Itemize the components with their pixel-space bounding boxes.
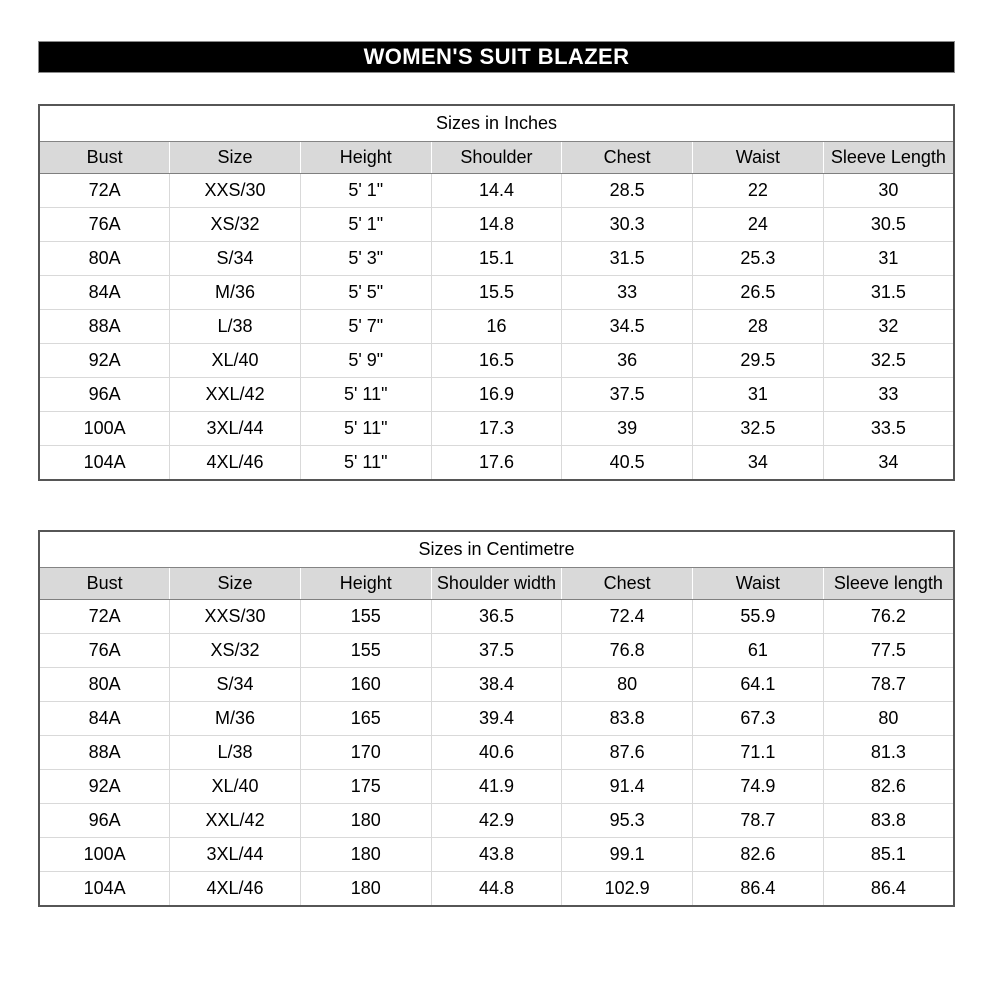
- column-header: Size: [170, 142, 301, 174]
- table-cell: 34: [878, 452, 899, 472]
- table-row: [39, 412, 954, 446]
- table-cell: XL/40: [170, 770, 301, 804]
- table-cell: 31: [693, 378, 824, 412]
- table-cell: 4XL/46: [170, 872, 301, 907]
- table-row: [39, 174, 954, 208]
- table-cell: XXS/30: [170, 174, 301, 208]
- table-cell: 155: [300, 634, 431, 668]
- table-cell: 15.1: [431, 242, 562, 276]
- table-cell: S/34: [170, 242, 301, 276]
- column-header: Waist: [693, 568, 824, 600]
- column-header: Sleeve length: [823, 568, 954, 600]
- table-cell: 55.9: [693, 600, 824, 634]
- column-header: Sleeve Length: [823, 142, 954, 174]
- table-cell: 84A: [39, 276, 170, 310]
- product-title-bar: [38, 41, 955, 73]
- table-cell: 78.7: [823, 668, 954, 702]
- table-cell: XXL/42: [170, 378, 301, 412]
- table-cell: 40.5: [562, 446, 693, 481]
- column-header: Shoulder width: [431, 568, 562, 600]
- table-cell: 5' 7": [300, 310, 431, 344]
- table-cell: 88A: [39, 310, 170, 344]
- table-cell: 26.5: [693, 276, 824, 310]
- table-cell: 84A: [39, 702, 170, 736]
- table-cell: 43.8: [431, 838, 562, 872]
- table-cell: 14.4: [431, 174, 562, 208]
- table-row: [39, 668, 954, 702]
- table-cell: 80: [562, 668, 693, 702]
- table-cell: 32.5: [823, 344, 954, 378]
- table-row: [39, 634, 954, 668]
- table-cell: 85.1: [823, 838, 954, 872]
- table-cell: 22: [693, 174, 824, 208]
- table-cell: 92A: [39, 770, 170, 804]
- column-header: Shoulder: [431, 142, 562, 174]
- table-cell: 92A: [39, 344, 170, 378]
- table-cell: 3XL/44: [170, 838, 301, 872]
- table-caption-row: [39, 531, 954, 568]
- table-cell: 72.4: [562, 600, 693, 634]
- table-cell: 24: [693, 208, 824, 242]
- table-row: [39, 242, 954, 276]
- table-cell: 17.6: [431, 446, 562, 481]
- table-row: [39, 344, 954, 378]
- column-header: Chest: [562, 142, 693, 174]
- table-cell: 64.1: [693, 668, 824, 702]
- table-cell: 104A: [39, 446, 170, 481]
- table-cell: 28: [693, 310, 824, 344]
- table-caption: Sizes in Inches: [39, 105, 954, 142]
- table-cell: 76.8: [562, 634, 693, 668]
- table-row: [39, 600, 954, 634]
- table-row: [39, 872, 954, 907]
- table-cell: 81.3: [823, 736, 954, 770]
- table-cell: 5' 1": [300, 174, 431, 208]
- column-header: Bust: [39, 142, 170, 174]
- table-cell: 40.6: [431, 736, 562, 770]
- table-cell: 82.6: [693, 838, 824, 872]
- table-cell: 32: [823, 310, 954, 344]
- table-cell: 31.5: [823, 276, 954, 310]
- table-cell: 165: [300, 702, 431, 736]
- table-cell: M/36: [170, 276, 301, 310]
- table-cell: 30.5: [823, 208, 954, 242]
- table-cell: 33: [562, 276, 693, 310]
- table-cell: 80A: [39, 242, 170, 276]
- table-cell: 80: [823, 702, 954, 736]
- table-cell: 3XL/44: [170, 412, 301, 446]
- table-cell: L/38: [170, 310, 301, 344]
- table-cell: 5' 1": [300, 208, 431, 242]
- table-cell: 170: [300, 736, 431, 770]
- table-cell: 5' 3": [300, 242, 431, 276]
- table-cell: 99.1: [562, 838, 693, 872]
- column-header: Chest: [562, 568, 693, 600]
- table-cell: 36.5: [431, 600, 562, 634]
- table-cell: 100A: [39, 412, 170, 446]
- table-cell: XS/32: [170, 208, 301, 242]
- table-row: [39, 804, 954, 838]
- table-row: [39, 310, 954, 344]
- table-cell: 42.9: [431, 804, 562, 838]
- table-cell: 175: [300, 770, 431, 804]
- table-cell: 39.4: [431, 702, 562, 736]
- table-cell: 86.4: [693, 872, 824, 907]
- table-cell: 72A: [39, 600, 170, 634]
- table-cell: 76A: [39, 634, 170, 668]
- table-row: [39, 702, 954, 736]
- table-cell: 78.7: [693, 804, 824, 838]
- table-cell: 5' 11": [300, 378, 431, 412]
- table-cell: 14.8: [431, 208, 562, 242]
- table-cell: 86.4: [870, 878, 906, 898]
- table-cell: 91.4: [562, 770, 693, 804]
- table-cell: 32.5: [693, 412, 824, 446]
- table-cell: XL/40: [170, 344, 301, 378]
- table-cell: 41.9: [431, 770, 562, 804]
- table-cell: 25.3: [693, 242, 824, 276]
- table-cell: 87.6: [562, 736, 693, 770]
- table-cell: 34: [693, 446, 824, 481]
- table-cell: 44.8: [431, 872, 562, 907]
- table-cell: 96A: [39, 804, 170, 838]
- column-header: Height: [300, 568, 431, 600]
- table-caption: Sizes in Centimetre: [39, 531, 954, 568]
- table-cell: 180: [300, 838, 431, 872]
- table-cell: 83.8: [562, 702, 693, 736]
- table-cell: 16.5: [431, 344, 562, 378]
- sizes-in-centimetre-table: [38, 530, 955, 907]
- table-cell: 67.3: [693, 702, 824, 736]
- sizes-in-inches-table: [38, 104, 955, 481]
- table-cell: 80A: [39, 668, 170, 702]
- header-row: [39, 568, 954, 600]
- table-cell: 104A: [39, 872, 170, 907]
- table-cell: 95.3: [562, 804, 693, 838]
- table-cell: 37.5: [431, 634, 562, 668]
- table-cell: 61: [693, 634, 824, 668]
- table-cell: 100A: [39, 838, 170, 872]
- table-cell: 5' 11": [300, 412, 431, 446]
- table-cell: 5' 9": [300, 344, 431, 378]
- table-cell: 37.5: [562, 378, 693, 412]
- table-cell: XS/32: [170, 634, 301, 668]
- table-cell: 33: [823, 378, 954, 412]
- table-cell: 16.9: [431, 378, 562, 412]
- table-cell: 102.9: [562, 872, 693, 907]
- table-cell: 96A: [39, 378, 170, 412]
- table-cell: 160: [300, 668, 431, 702]
- product-title: WOMEN'S SUIT BLAZER: [363, 44, 630, 69]
- table-cell: 15.5: [431, 276, 562, 310]
- table-cell: 155: [300, 600, 431, 634]
- table-cell: M/36: [170, 702, 301, 736]
- table-cell: 16: [431, 310, 562, 344]
- table-cell: 82.6: [823, 770, 954, 804]
- table-cell: 4XL/46: [170, 446, 301, 481]
- table-cell: 31.5: [562, 242, 693, 276]
- table-cell: 83.8: [823, 804, 954, 838]
- table-row: [39, 446, 954, 481]
- table-cell: 36: [562, 344, 693, 378]
- table-cell: L/38: [170, 736, 301, 770]
- table-row: [39, 838, 954, 872]
- table-cell: 180: [300, 872, 431, 907]
- table-cell: 30: [823, 174, 954, 208]
- table-row: [39, 736, 954, 770]
- table-cell: XXS/30: [170, 600, 301, 634]
- table-cell: 33.5: [823, 412, 954, 446]
- table-cell: 77.5: [823, 634, 954, 668]
- table-row: [39, 208, 954, 242]
- column-header: Waist: [693, 142, 824, 174]
- table-cell: 38.4: [431, 668, 562, 702]
- table-cell: 30.3: [562, 208, 693, 242]
- table-cell: S/34: [170, 668, 301, 702]
- column-header: Size: [170, 568, 301, 600]
- table-cell: 76.2: [823, 600, 954, 634]
- column-header: Height: [300, 142, 431, 174]
- table-cell: 39: [562, 412, 693, 446]
- table-cell: XXL/42: [170, 804, 301, 838]
- table-row: [39, 378, 954, 412]
- table-cell: 31: [823, 242, 954, 276]
- table-cell: 88A: [39, 736, 170, 770]
- table-cell: 17.3: [431, 412, 562, 446]
- table-cell: 71.1: [693, 736, 824, 770]
- table-cell: 5' 11": [300, 446, 431, 481]
- table-cell: 34.5: [562, 310, 693, 344]
- column-header: Bust: [39, 568, 170, 600]
- table-cell: 74.9: [693, 770, 824, 804]
- table-row: [39, 770, 954, 804]
- table-cell: 76A: [39, 208, 170, 242]
- table-cell: 180: [300, 804, 431, 838]
- header-row: [39, 142, 954, 174]
- table-cell: 5' 5": [300, 276, 431, 310]
- table-cell: 28.5: [562, 174, 693, 208]
- table-cell: 29.5: [693, 344, 824, 378]
- table-caption-row: [39, 105, 954, 142]
- table-row: [39, 276, 954, 310]
- table-cell: 72A: [39, 174, 170, 208]
